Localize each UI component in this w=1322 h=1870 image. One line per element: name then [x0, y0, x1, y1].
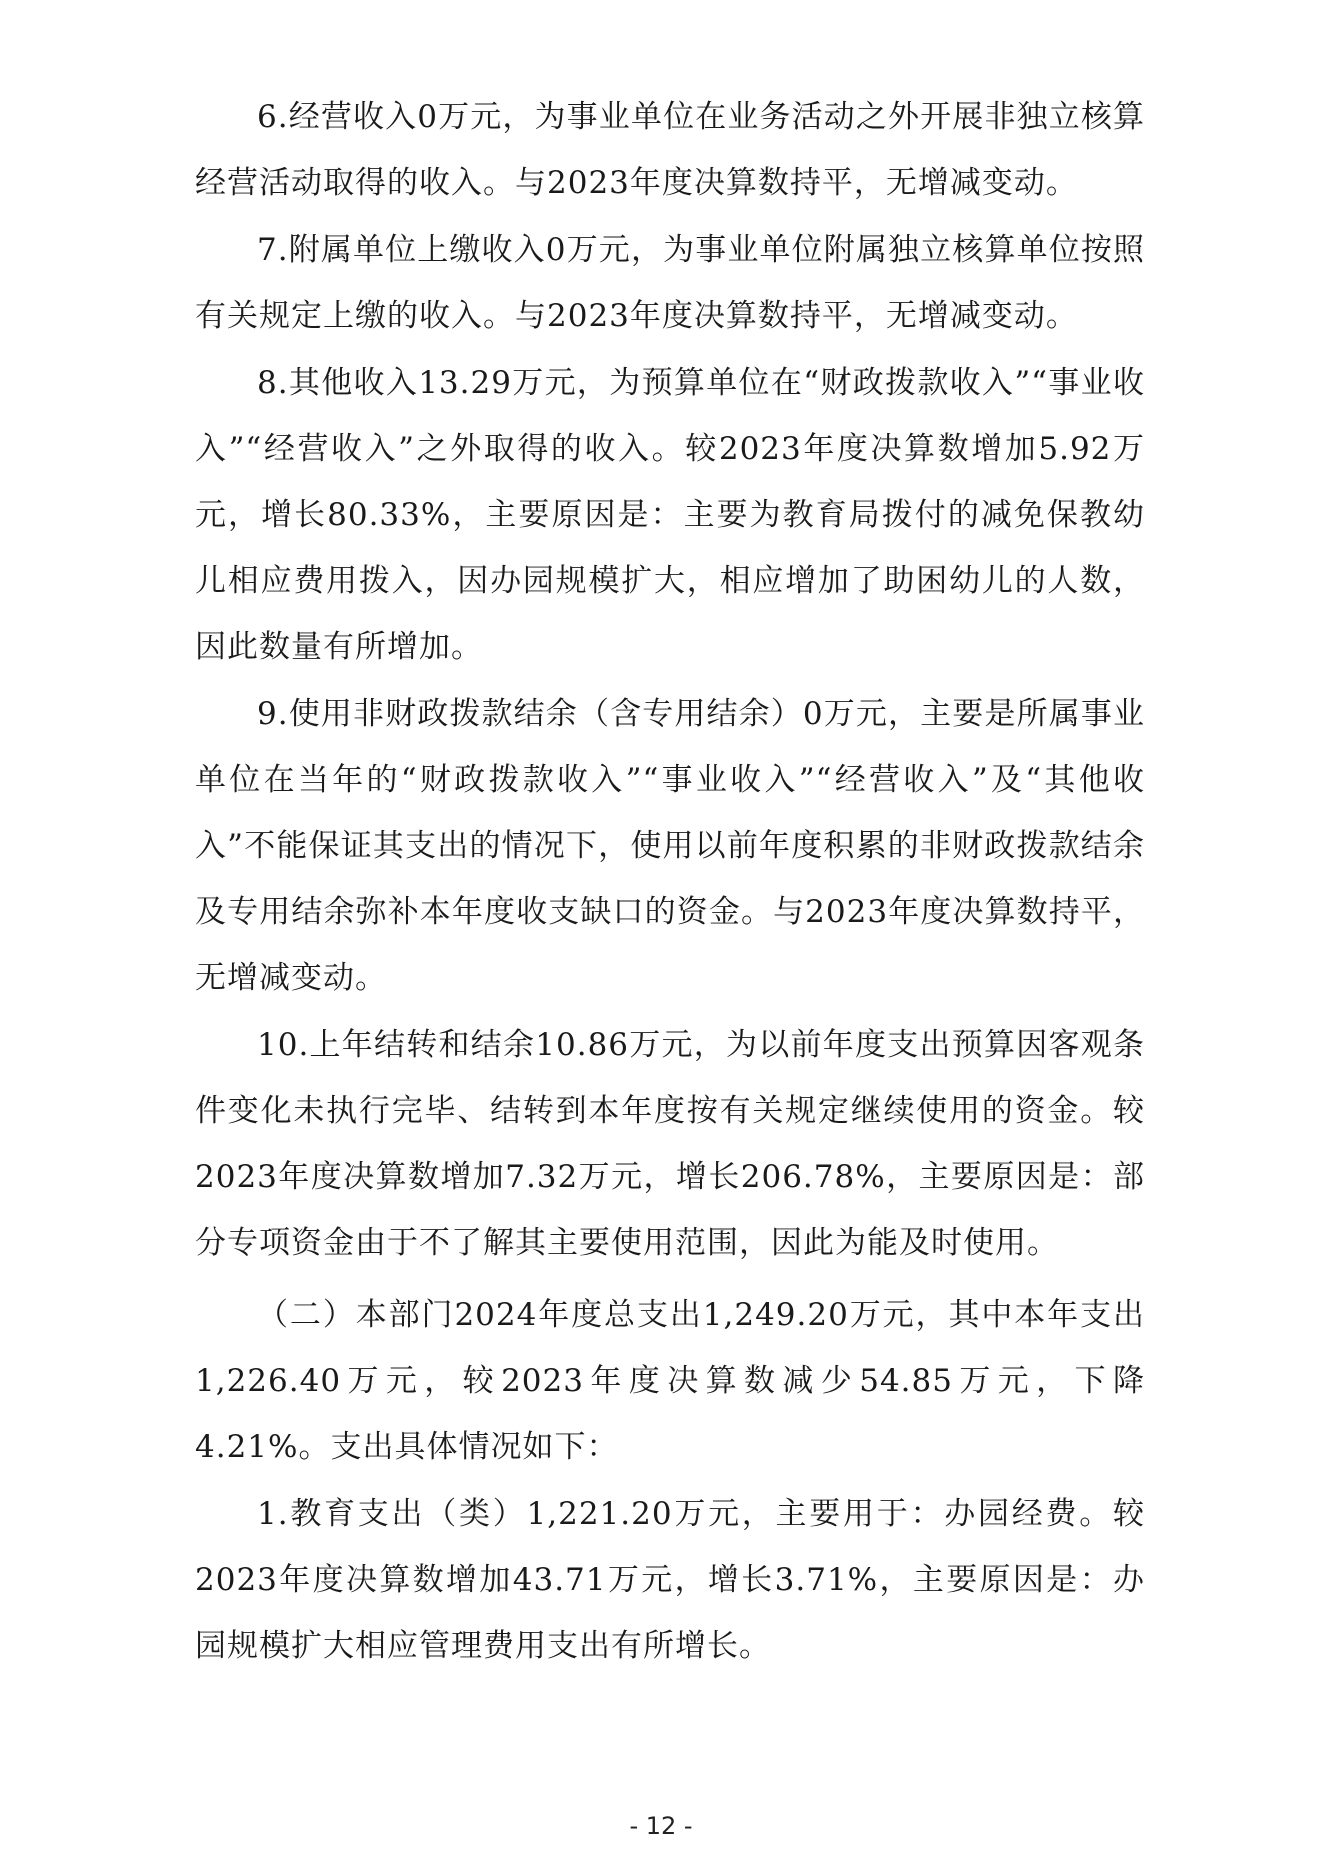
- paragraph-carryover-balance: 10.上年结转和结余10.86万元，为以前年度支出预算因客观条件变化未执行完毕、结转到本年度按有关规定继续使用的资金。较2023年度决算数增加7.32万元，增长206.78%，主要原因是：部分专项资金由于不了解其主要使用范围，因此为能及时使用。: [195, 1027, 1145, 1261]
- paragraph-total-expenditure: （二）本部门2024年度总支出1,249.20万元，其中本年支出1,226.40万元，较2023年度决算数减少54.85万元，下降4.21%。支出具体情况如下：: [195, 1297, 1145, 1465]
- page-number: - 12 -: [629, 1812, 693, 1840]
- paragraph-operating-income: 6.经营收入0万元，为事业单位在业务活动之外开展非独立核算经营活动取得的收入。与2023年度决算数持平，无增减变动。: [195, 99, 1145, 201]
- paragraph-education-expenditure: 1.教育支出（类）1,221.20万元，主要用于：办园经费。较2023年度决算数增加43.71万元，增长3.71%，主要原因是：办园规模扩大相应管理费用支出有所增长。: [195, 1496, 1145, 1664]
- paragraph-non-fiscal-surplus: 9.使用非财政拨款结余（含专用结余）0万元，主要是所属事业单位在当年的“财政拨款收入”“事业收入”“经营收入”及“其他收入”不能保证其支出的情况下，使用以前年度积累的非财政拨款结余及专用结余弥补本年度收支缺口的资金。与2023年度决算数持平，无增减变动。: [195, 696, 1145, 996]
- paragraph-other-income: 8.其他收入13.29万元，为预算单位在“财政拨款收入”“事业收入”“经营收入”之外取得的收入。较2023年度决算数增加5.92万元，增长80.33%，主要原因是：主要为教育局拨付的减免保教幼儿相应费用拨入，因办园规模扩大，相应增加了助困幼儿的人数，因此数量有所增加。: [195, 365, 1145, 665]
- paragraph-affiliated-unit-income: 7.附属单位上缴收入0万元，为事业单位附属独立核算单位按照有关规定上缴的收入。与2023年度决算数持平，无增减变动。: [195, 232, 1145, 334]
- document-body: [195, 84, 1145, 1679]
